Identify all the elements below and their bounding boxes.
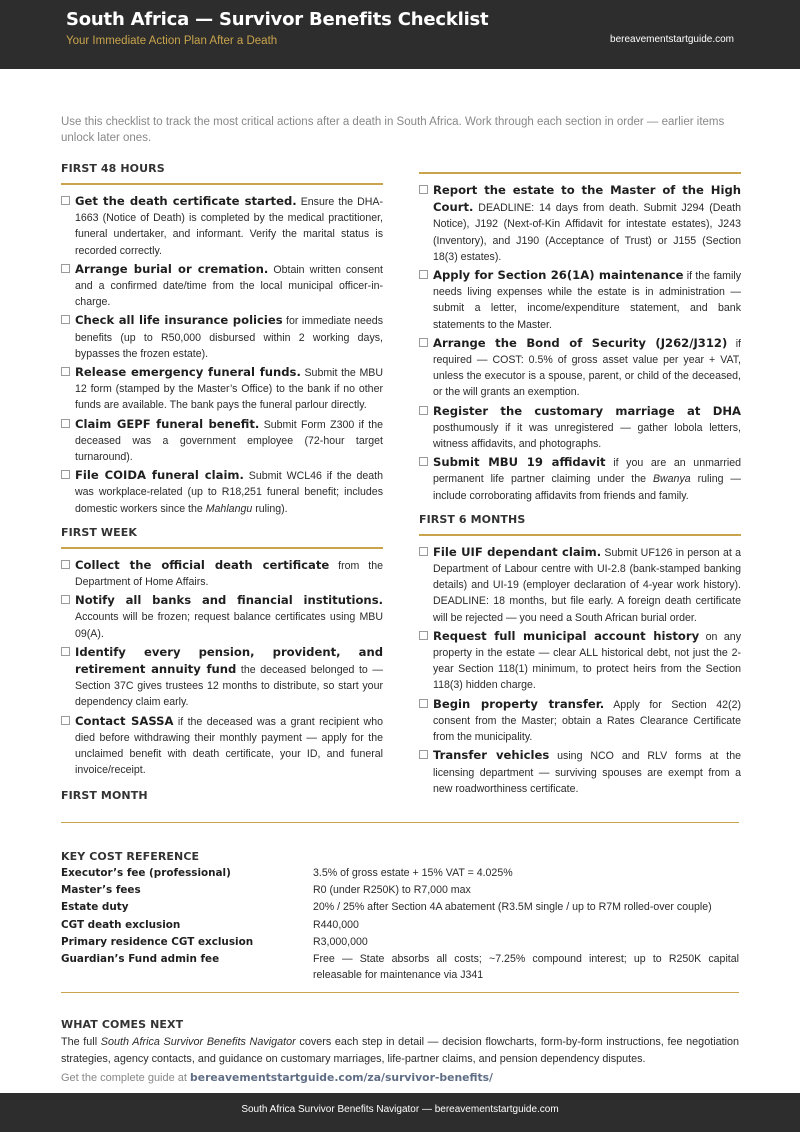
cost-row	[61, 951, 739, 983]
left-column	[61, 162, 383, 802]
checklist-item-title: Begin property transfer.	[433, 696, 605, 711]
checkbox[interactable]	[61, 560, 70, 569]
section-divider	[61, 547, 383, 549]
checklist-item-text: Submit UF126 in person at a Department of Labour centre with UI-2.8 (bank-stamped banking details) and UI-19 (employer declaration of 4-year work history). DEADLINE: 18 months, but file early. A foreign death certificate will be rejected — you need a South African burial order.	[433, 546, 741, 624]
checklist-item-text: Apply for Section 42(2) consent from the Master; obtain a Rates Clearance Certificate from the municipality.	[433, 698, 742, 744]
checklist-item-title: Collect the official death certificate	[75, 557, 330, 572]
case-name: Mahlangu	[205, 502, 253, 515]
checklist-item-title: Register the customary marriage at DHA	[433, 403, 741, 418]
checklist-item	[419, 747, 741, 797]
cost-reference	[61, 850, 739, 983]
checklist-item-text: Accounts will be frozen; request balance certificates using MBU 09(A).	[75, 611, 383, 640]
checklist-item	[61, 193, 383, 259]
section-title: FIRST WEEK	[61, 525, 138, 539]
guide-link[interactable]: bereavementstartguide.com/za/survivor-benefits/	[190, 1071, 493, 1084]
checklist-item-text: Submit WCL46 if the death was workplace-related (up to R18,251 funeral benefit; includes domestic workers since the	[75, 470, 383, 515]
checklist-item	[61, 557, 383, 590]
what-comes-next-text: The full South Africa Survivor Benefits Navigator covers each step in detail — decision flowcharts, form-by-form instructions, fee negotiation strategies, agency contacts, and guidance on customary marriages, life-partner claims, and pension dependency disputes.	[61, 1036, 740, 1065]
checklist-item-title: Notify all banks and financial institutions.	[75, 593, 383, 608]
header-bar	[0, 0, 800, 69]
checklist-item-title: File UIF dependant claim.	[433, 544, 602, 559]
page-title: South Africa — Survivor Benefits Checklist	[66, 9, 489, 30]
cost-label: Master’s fees	[61, 884, 141, 897]
section-divider	[419, 534, 741, 536]
checklist-item-text: if you are an unmarried permanent life partner claiming under the	[433, 457, 741, 486]
cost-value: Free — State absorbs all costs; ~7.25% compound interest; up to R250K capital releasable for maintenance via J341	[313, 953, 739, 982]
checkbox[interactable]	[419, 699, 428, 708]
checklist-item-title: Check all life insurance policies	[75, 313, 283, 328]
checklist-item-title: Transfer vehicles	[433, 748, 550, 763]
checkbox[interactable]	[419, 406, 428, 415]
checklist-item-text: posthumously if it was unregistered — gather lobola letters, witness affidavits, and photographs.	[433, 421, 741, 451]
divider-line	[61, 822, 739, 823]
checklist-item	[61, 644, 383, 711]
checkbox[interactable]	[419, 185, 428, 194]
checkbox[interactable]	[61, 470, 70, 479]
checkbox[interactable]	[61, 716, 70, 725]
checklist-item-text: if required — COST: 0.5% of gross asset value per year + VAT, unless the executor is a spouse, parent, or child of the deceased, or the will grants an exemption.	[433, 337, 741, 399]
cost-value: R0 (under R250K) to R7,000 max	[313, 884, 471, 897]
checklist-item-text: for immediate needs benefits (up to R50,000 disbursed within 2 working days, bypasses the frozen estate).	[75, 315, 383, 360]
section-title: FIRST 48 HOURS	[61, 162, 165, 175]
checklist-item-text: if the family needs living expenses while the estate is in administration — submit a letter, income/expenditure statement, and bank statements to the Master.	[433, 270, 741, 331]
section-first-month-heading	[61, 789, 383, 802]
checklist-item-title: Arrange the Bond of Security (J262/J312)	[433, 335, 728, 350]
guide-name: South Africa Survivor Benefits Navigator	[100, 1036, 296, 1048]
cost-label: Executor’s fee (professional)	[61, 867, 231, 879]
cost-value: 3.5% of gross estate + 15% VAT = 4.025%	[313, 867, 513, 879]
divider-line	[61, 992, 739, 993]
checklist-item-title: Request full municipal account history	[433, 628, 700, 643]
checklist-item	[419, 628, 741, 694]
checklist-item-text: the deceased belonged to — Section 37C gives trustees 12 months to distribute, so start your dependency claim early.	[75, 664, 383, 709]
checklist-item-text: on any property in the estate — clear ALL historical debt, not just the 2-year Section 118(1) minimum, to protect heirs from the Section 118(3) hidden charge.	[433, 630, 741, 692]
checklist-item-text: ruling).	[252, 502, 288, 515]
checklist-item-title: Report the estate to the Master of the High Court.	[433, 183, 741, 215]
checkbox[interactable]	[419, 631, 428, 640]
checklist-item-title: Submit MBU 19 affidavit	[433, 455, 606, 470]
cost-label: CGT death exclusion	[61, 918, 181, 931]
checklist-item-text: Submit the MBU 12 form (stamped by the Master’s Office) to the bank if no other funds are available. The bank pays the funeral parlour directly.	[75, 367, 383, 412]
checkbox[interactable]	[61, 264, 70, 273]
checkbox[interactable]	[61, 367, 70, 376]
checklist-item	[419, 335, 741, 401]
checklist-item	[61, 261, 383, 311]
section-title: FIRST MONTH	[61, 788, 148, 802]
checklist-item-text: Obtain written consent and a confirmed date/time from the local municipal officer-in-charge.	[75, 263, 383, 309]
what-comes-next-title: WHAT COMES NEXT	[61, 1018, 184, 1031]
what-comes-next	[61, 1018, 739, 1087]
checkbox[interactable]	[419, 750, 428, 759]
checklist-item	[419, 544, 741, 626]
cost-reference-title: KEY COST REFERENCE	[61, 850, 200, 863]
checklist-item-title: File COIDA funeral claim.	[75, 468, 244, 483]
section-divider	[61, 183, 383, 185]
checklist-item	[419, 403, 741, 453]
footer-bar: South Africa Survivor Benefits Navigator — bereavementstartguide.com	[0, 1093, 800, 1132]
checklist-item-text: DEADLINE: 14 days from death. Submit J294 (Death Notice), J192 (Next-of-Kin Affidavit for intestate estates), J243 (Inventory), and J190 (Acceptance of Trust) or J155 (Section 18(3) estates).	[433, 202, 741, 263]
page-subtitle: Your Immediate Action Plan After a Death	[66, 35, 278, 47]
cost-label: Primary residence CGT exclusion	[61, 935, 254, 948]
checklist-item	[419, 454, 741, 504]
checklist-item	[61, 713, 383, 779]
checkbox[interactable]	[419, 457, 428, 466]
checkbox[interactable]	[61, 419, 70, 428]
checklist-item-text: from the Department of Home Affairs.	[75, 559, 383, 589]
checklist-item	[61, 592, 383, 642]
checklist-item-text: ruling — include corroborating affidavits from friends and family.	[433, 473, 741, 502]
cost-value: 20% / 25% after Section 4A abatement (R3.5M single / up to R7M rolled-over couple)	[313, 901, 712, 914]
checklist-item-title: Apply for Section 26(1A) maintenance	[433, 268, 684, 283]
checkbox[interactable]	[419, 270, 428, 279]
checkbox[interactable]	[61, 647, 70, 656]
cost-row	[61, 899, 739, 915]
checklist-item-text: using NCO and RLV forms at the licensing department — surviving spouses are exempt from a new roadworthiness certificate.	[433, 750, 741, 795]
cost-value: R440,000	[313, 918, 359, 931]
case-name: Bwanya	[652, 473, 691, 486]
checklist-item	[61, 364, 383, 414]
checklist-item-title: Release emergency funeral funds.	[75, 365, 301, 380]
section-first-48-hours	[61, 162, 383, 517]
section-divider	[419, 172, 741, 174]
checkbox[interactable]	[419, 338, 428, 347]
checkbox[interactable]	[61, 595, 70, 604]
section-first-week	[61, 526, 383, 779]
site-name: bereavementstartguide.com	[610, 34, 734, 45]
checklist-item-title: Identify every pension, provident, and retirement annuity fund	[75, 644, 383, 677]
checklist-item-text: Submit Form Z300 if the deceased was a government employee (72-hour target turnaround).	[75, 418, 383, 464]
checklist-item-title: Claim GEPF funeral benefit.	[75, 416, 260, 431]
checklist-item	[419, 182, 741, 265]
checkbox[interactable]	[61, 196, 70, 205]
cost-row	[61, 917, 739, 933]
guide-cta: Get the complete guide at bereavementstartguide.com/za/survivor-benefits/	[61, 1071, 493, 1084]
cost-row	[61, 934, 739, 950]
checklist-item	[61, 312, 383, 362]
checklist-item-text: if the deceased was a grant recipient who died before withdrawing their monthly payment — apply for the unclaimed benefit with death certificate, your ID, and funeral invoice/receipt.	[75, 715, 383, 777]
checklist-item-title: Contact SASSA	[75, 713, 174, 728]
cost-label: Guardian’s Fund admin fee	[61, 953, 220, 966]
checklist-item-text: Ensure the DHA-1663 (Notice of Death) is completed by the medical practitioner, funeral undertaker, and informant. Verify the marital status is recorded correctly.	[75, 196, 383, 257]
section-title: FIRST 6 MONTHS	[419, 512, 526, 526]
checklist-item	[61, 467, 383, 517]
checklist-item-title: Get the death certificate started.	[75, 194, 297, 208]
checklist-item	[419, 267, 741, 333]
checklist-item	[61, 416, 383, 466]
section-first-month	[419, 172, 741, 504]
cost-row	[61, 882, 739, 898]
cost-label: Estate duty	[61, 901, 129, 914]
cost-row	[61, 865, 739, 881]
section-first-6-months	[419, 513, 741, 797]
checkbox[interactable]	[61, 315, 70, 324]
checklist-item-title: Arrange burial or cremation.	[75, 261, 269, 276]
right-column	[419, 164, 741, 799]
intro-text: Use this checklist to track the most critical actions after a death in South Africa. Work through each section in order — earlier items unlock later ones.	[61, 116, 725, 144]
cost-value: R3,000,000	[313, 935, 368, 948]
checkbox[interactable]	[419, 547, 428, 556]
checklist-item	[419, 696, 741, 746]
